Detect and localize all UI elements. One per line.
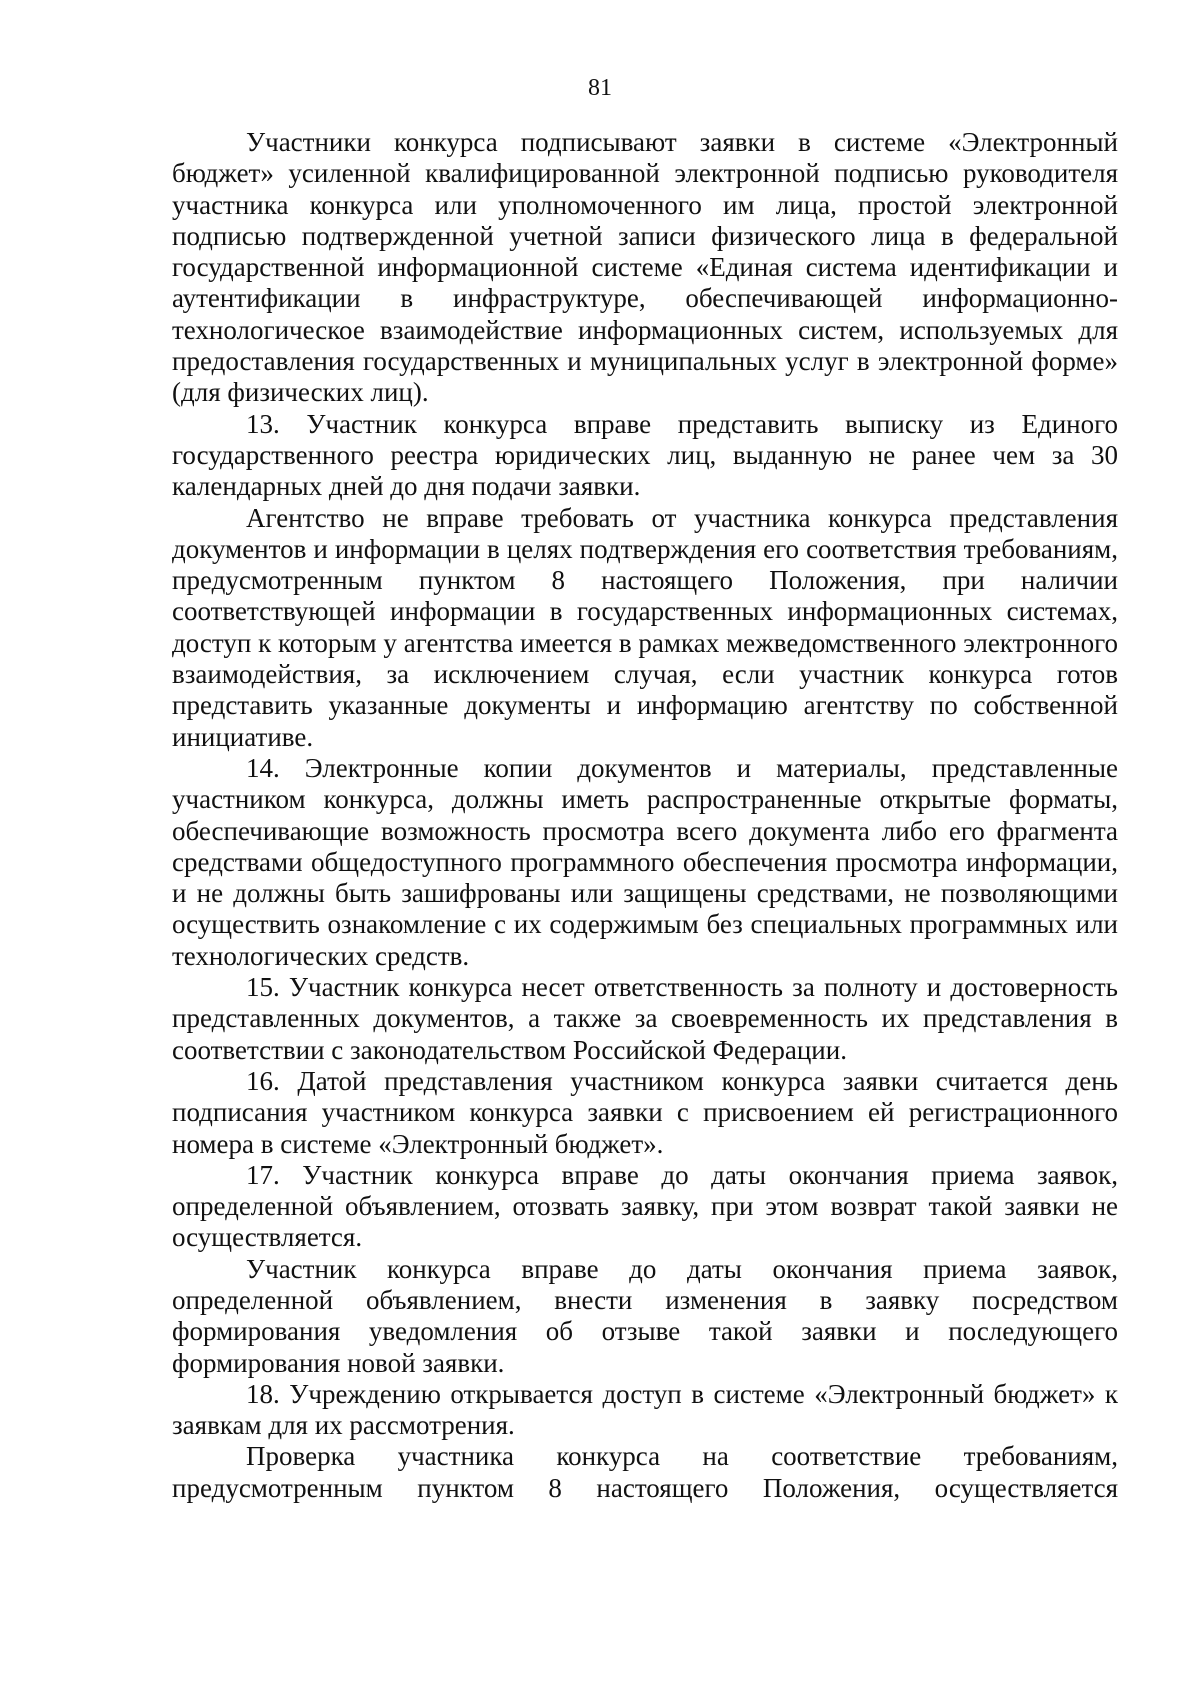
document-body: [172, 127, 1118, 1504]
paragraph-17: 17. Участник конкурса вправе до даты окончания приема заявок, определенной объявлением, отозвать заявку, при этом возврат такой заявки не осуществляется.: [172, 1159, 1118, 1253]
paragraph-16: 16. Датой представления участником конкурса заявки считается день подписания участником конкурса заявки с присвоением ей регистрационного номера в системе «Электронный бюджет».: [172, 1065, 1118, 1159]
page-number: 81: [588, 75, 612, 101]
paragraph-signing: Участники конкурса подписывают заявки в системе «Электронный бюджет» усиленной квалифицированной электронной подписью руководителя участника конкурса или уполномоченного им лица, простой электронной подписью подтвержденной учетной записи физического лица в федеральной государственной информационной системе «Единая система идентификации и аутентификации в инфраструктуре, обеспечивающей информационно-технологическое взаимодействие информационных систем, используемых для предоставления государственных и муниципальных услуг в электронной форме» (для физических лиц).: [172, 127, 1118, 408]
paragraph-application-changes: Участник конкурса вправе до даты окончания приема заявок, определенной объявлением, внести изменения в заявку посредством формирования уведомления об отзыве такой заявки и последующего формирования новой заявки.: [172, 1253, 1118, 1378]
paragraph-15: 15. Участник конкурса несет ответственность за полноту и достоверность представленных документов, а также за своевременность их представления в соответствии с законодательством Российской Федерации.: [172, 972, 1118, 1065]
paragraph-14: 14. Электронные копии документов и материалы, представленные участником конкурса, должны иметь распространенные открытые форматы, обеспечивающие возможность просмотра всего документа либо его фрагмента средствами общедоступного программного обеспечения просмотра информации, и не должны быть зашифрованы или защищены средствами, не позволяющими осуществить ознакомление с их содержимым без специальных программных или технологических средств.: [172, 752, 1118, 971]
paragraph-verification: Проверка участника конкурса на соответствие требованиям, предусмотренным пунктом 8 настоящего Положения, осуществляется: [172, 1441, 1118, 1503]
paragraph-agency-requirements: Агентство не вправе требовать от участника конкурса представления документов и информации в целях подтверждения его соответствия требованиям, предусмотренным пунктом 8 настоящего Положения, при наличии соответствующей информации в государственных информационных системах, доступ к которым у агентства имеется в рамках межведомственного электронного взаимодействия, за исключением случая, если участник конкурса готов представить указанные документы и информацию агентству по собственной инициативе.: [172, 502, 1118, 752]
paragraph-13: 13. Участник конкурса вправе представить выписку из Единого государственного реестра юридических лиц, выданную не ранее чем за 30 календарных дней до дня подачи заявки.: [172, 408, 1118, 502]
paragraph-18: 18. Учреждению открывается доступ в системе «Электронный бюджет» к заявкам для их рассмотрения.: [172, 1378, 1118, 1441]
